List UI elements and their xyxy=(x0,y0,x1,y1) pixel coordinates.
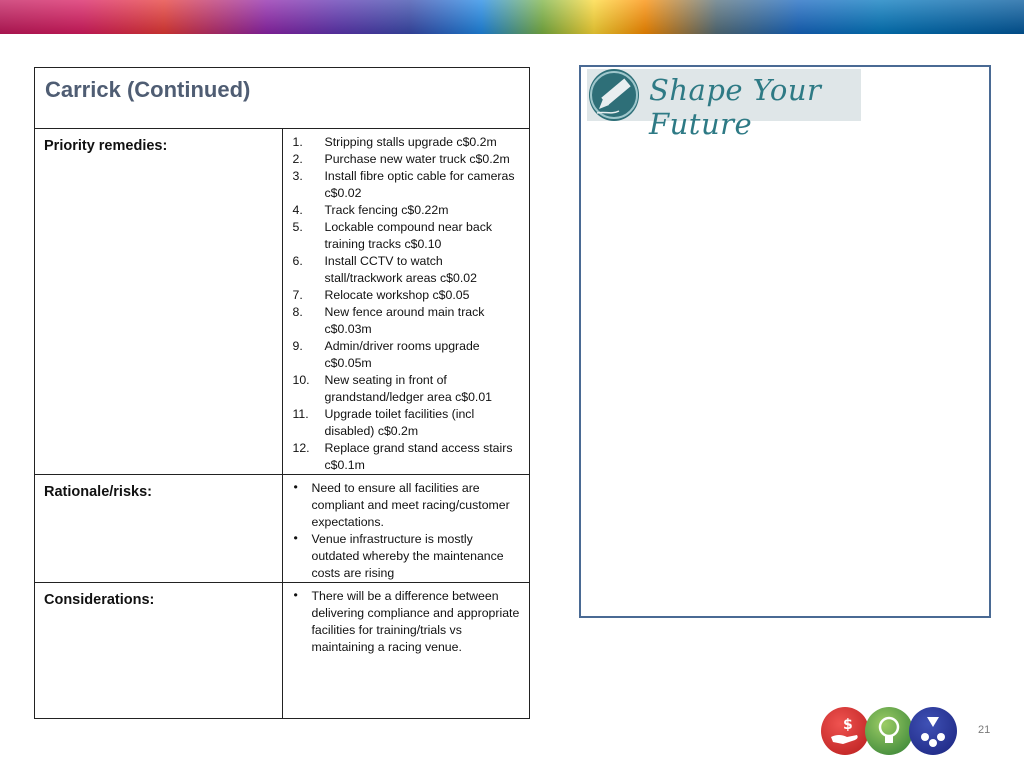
list-item-number: 4. xyxy=(292,203,303,217)
list-item xyxy=(293,338,522,372)
considerations-label-cell xyxy=(35,583,283,719)
image-placeholder-panel xyxy=(579,65,991,618)
footer-icon-group xyxy=(821,707,957,755)
list-item-text: Purchase new water truck c$0.2m xyxy=(324,152,510,166)
list-item-text: Admin/driver rooms upgrade c$0.05m xyxy=(324,339,480,370)
list-item-number: 6. xyxy=(292,254,303,268)
list-item xyxy=(293,219,522,253)
list-item xyxy=(293,253,522,287)
list-item xyxy=(293,304,522,338)
list-item-number: 11. xyxy=(292,407,309,421)
rationale-label: Rationale/risks: xyxy=(44,484,152,500)
bullet-icon: • xyxy=(293,480,298,494)
list-item-text: Track fencing c$0.22m xyxy=(324,203,449,217)
lightbulb-icon xyxy=(865,707,913,755)
list-item-text: Lockable compound near back training tracks c$0.10 xyxy=(324,220,492,251)
list-item xyxy=(293,151,522,168)
pencil-icon xyxy=(589,69,639,121)
remedies-table xyxy=(34,67,530,719)
list-item-number: 3. xyxy=(292,169,303,183)
priority-remedies-list xyxy=(283,134,530,474)
list-item-number: 7. xyxy=(292,288,303,302)
table-title-cell xyxy=(35,68,530,129)
list-item-text: Upgrade toilet facilities (incl disabled) c$0.2m xyxy=(324,407,475,438)
list-item-number: 5. xyxy=(292,220,303,234)
shape-your-future-logo xyxy=(587,69,861,141)
considerations-content-cell xyxy=(282,583,530,719)
list-item xyxy=(293,440,522,474)
list-item xyxy=(293,531,522,582)
list-item xyxy=(293,202,522,219)
money-hand-icon xyxy=(821,707,869,755)
page-number: 21 xyxy=(978,724,991,736)
table-row-considerations xyxy=(35,583,530,719)
list-item-number: 12. xyxy=(292,441,310,455)
bullet-icon: • xyxy=(293,588,298,602)
priority-content-cell xyxy=(282,129,530,475)
bullet-icon: • xyxy=(293,531,298,545)
list-item-number: 10. xyxy=(292,373,310,387)
header-banner-shade xyxy=(0,0,1024,34)
list-item-text: Venue infrastructure is mostly outdated whereby the maintenance costs are rising xyxy=(311,532,504,580)
list-item xyxy=(293,287,522,304)
priority-label: Priority remedies: xyxy=(44,138,168,154)
people-icon xyxy=(909,707,957,755)
list-item xyxy=(293,168,522,202)
list-item-number: 1. xyxy=(292,135,303,149)
list-item-number: 2. xyxy=(292,152,303,166)
rationale-label-cell xyxy=(35,475,283,583)
list-item xyxy=(293,372,522,406)
table-row-priority xyxy=(35,129,530,475)
list-item-text: New fence around main track c$0.03m xyxy=(324,305,485,336)
list-item xyxy=(293,406,522,440)
list-item-text: Relocate workshop c$0.05 xyxy=(324,288,470,302)
table-title: Carrick (Continued) xyxy=(45,77,251,102)
list-item-text: Need to ensure all facilities are compliant and meet racing/customer expectations. xyxy=(311,481,510,529)
list-item xyxy=(293,480,522,531)
priority-label-cell xyxy=(35,129,283,475)
svg-text:$: $ xyxy=(843,717,853,733)
rationale-bullet-list xyxy=(283,480,530,582)
list-item-text: Install CCTV to watch stall/trackwork areas c$0.02 xyxy=(324,254,477,285)
list-item-text: Install fibre optic cable for cameras c$0.02 xyxy=(324,169,515,200)
logo-text: Shape Your Future xyxy=(649,73,822,141)
list-item-text: New seating in front of grandstand/ledger area c$0.01 xyxy=(324,373,492,404)
list-item-number: 8. xyxy=(292,305,303,319)
list-item xyxy=(293,588,522,656)
considerations-bullet-list xyxy=(283,588,530,656)
considerations-label: Considerations: xyxy=(44,592,155,608)
list-item-text: Stripping stalls upgrade c$0.2m xyxy=(324,135,497,149)
table-row-rationale xyxy=(35,475,530,583)
list-item xyxy=(293,134,522,151)
list-item-text: There will be a difference between delivering compliance and appropriate facilities for training/trials vs maintaining a racing venue. xyxy=(311,589,520,654)
list-item-number: 9. xyxy=(292,339,303,353)
rationale-content-cell xyxy=(282,475,530,583)
list-item-text: Replace grand stand access stairs c$0.1m xyxy=(324,441,513,472)
